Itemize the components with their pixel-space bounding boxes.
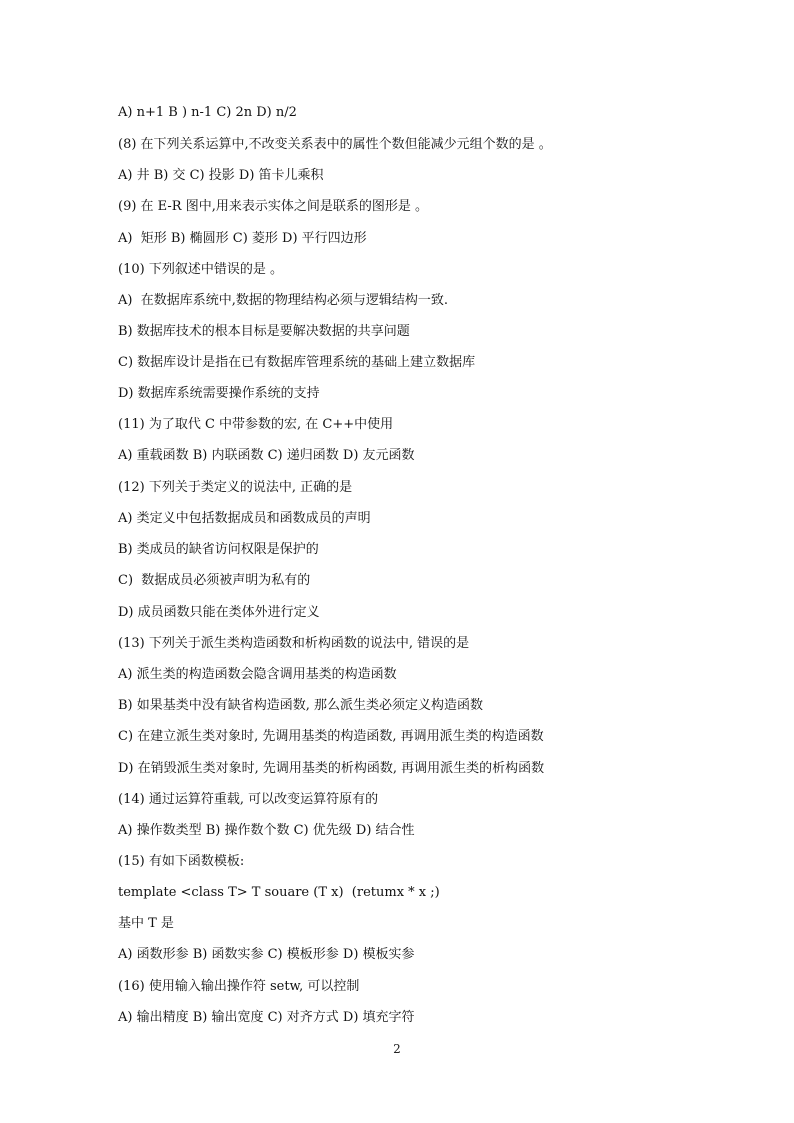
text-line: A) n+1 B ) n-1 C) 2n D) n/2 (118, 105, 297, 120)
text-line: A) 矩形 B) 椭圆形 C) 菱形 D) 平行四边形 (118, 231, 367, 246)
text-line: B) 如果基类中没有缺省构造函数, 那么派生类必须定义构造函数 (118, 698, 484, 713)
text-line: A) 派生类的构造函数会隐含调用基类的构造函数 (118, 667, 397, 682)
text-line: C) 数据库设计是指在已有数据库管理系统的基础上建立数据库 (118, 355, 476, 370)
text-line: B) 数据库技术的根本目标是要解决数据的共享问题 (118, 324, 410, 339)
question-line: (9) 在 E-R 图中,用来表示实体之间是联系的图形是 。 (118, 199, 428, 214)
code-line: template <class T> T souare (T x) (retumx * x ;) (118, 885, 440, 900)
question-line: (13) 下列关于派生类构造函数和析构函数的说法中, 错误的是 (118, 636, 470, 651)
text-line: A) 输出精度 B) 输出宽度 C) 对齐方式 D) 填充字符 (118, 1010, 415, 1025)
text-line: D) 在销毁派生类对象时, 先调用基类的析构函数, 再调用派生类的析构函数 (118, 761, 545, 776)
question-line: (16) 使用输入输出操作符 setw, 可以控制 (118, 979, 360, 994)
question-line: (10) 下列叙述中错误的是 。 (118, 262, 283, 277)
text-line: A) 在数据库系统中,数据的物理结构必须与逻辑结构一致. (118, 293, 448, 308)
text-line: A) 函数形参 B) 函数实参 C) 模板形参 D) 模板实参 (118, 947, 415, 962)
text-line: C) 在建立派生类对象时, 先调用基类的构造函数, 再调用派生类的构造函数 (118, 729, 544, 744)
text-line: A) 操作数类型 B) 操作数个数 C) 优先级 D) 结合性 (118, 823, 415, 838)
question-line: (12) 下列关于类定义的说法中, 正确的是 (118, 480, 353, 495)
text-line: B) 类成员的缺省访问权限是保护的 (118, 542, 319, 557)
question-line: (8) 在下列关系运算中,不改变关系表中的属性个数但能减少元组个数的是 。 (118, 137, 552, 152)
question-line: (15) 有如下函数模板: (118, 854, 245, 869)
text-line: A) 井 B) 交 C) 投影 D) 笛卡儿乘积 (118, 168, 324, 183)
text-line: 基中 T 是 (118, 916, 174, 931)
text-line: D) 数据库系统需要操作系统的支持 (118, 386, 320, 401)
text-line: A) 类定义中包括数据成员和函数成员的声明 (118, 511, 371, 526)
page-number: 2 (393, 1042, 401, 1056)
text-line: C) 数据成员必须被声明为私有的 (118, 573, 311, 588)
text-line: A) 重载函数 B) 内联函数 C) 递归函数 D) 友元函数 (118, 448, 415, 463)
question-line: (14) 通过运算符重载, 可以改变运算符原有的 (118, 792, 379, 807)
text-line: D) 成员函数只能在类体外进行定义 (118, 605, 320, 620)
question-line: (11) 为了取代 C 中带参数的宏, 在 C++中使用 (118, 417, 394, 432)
